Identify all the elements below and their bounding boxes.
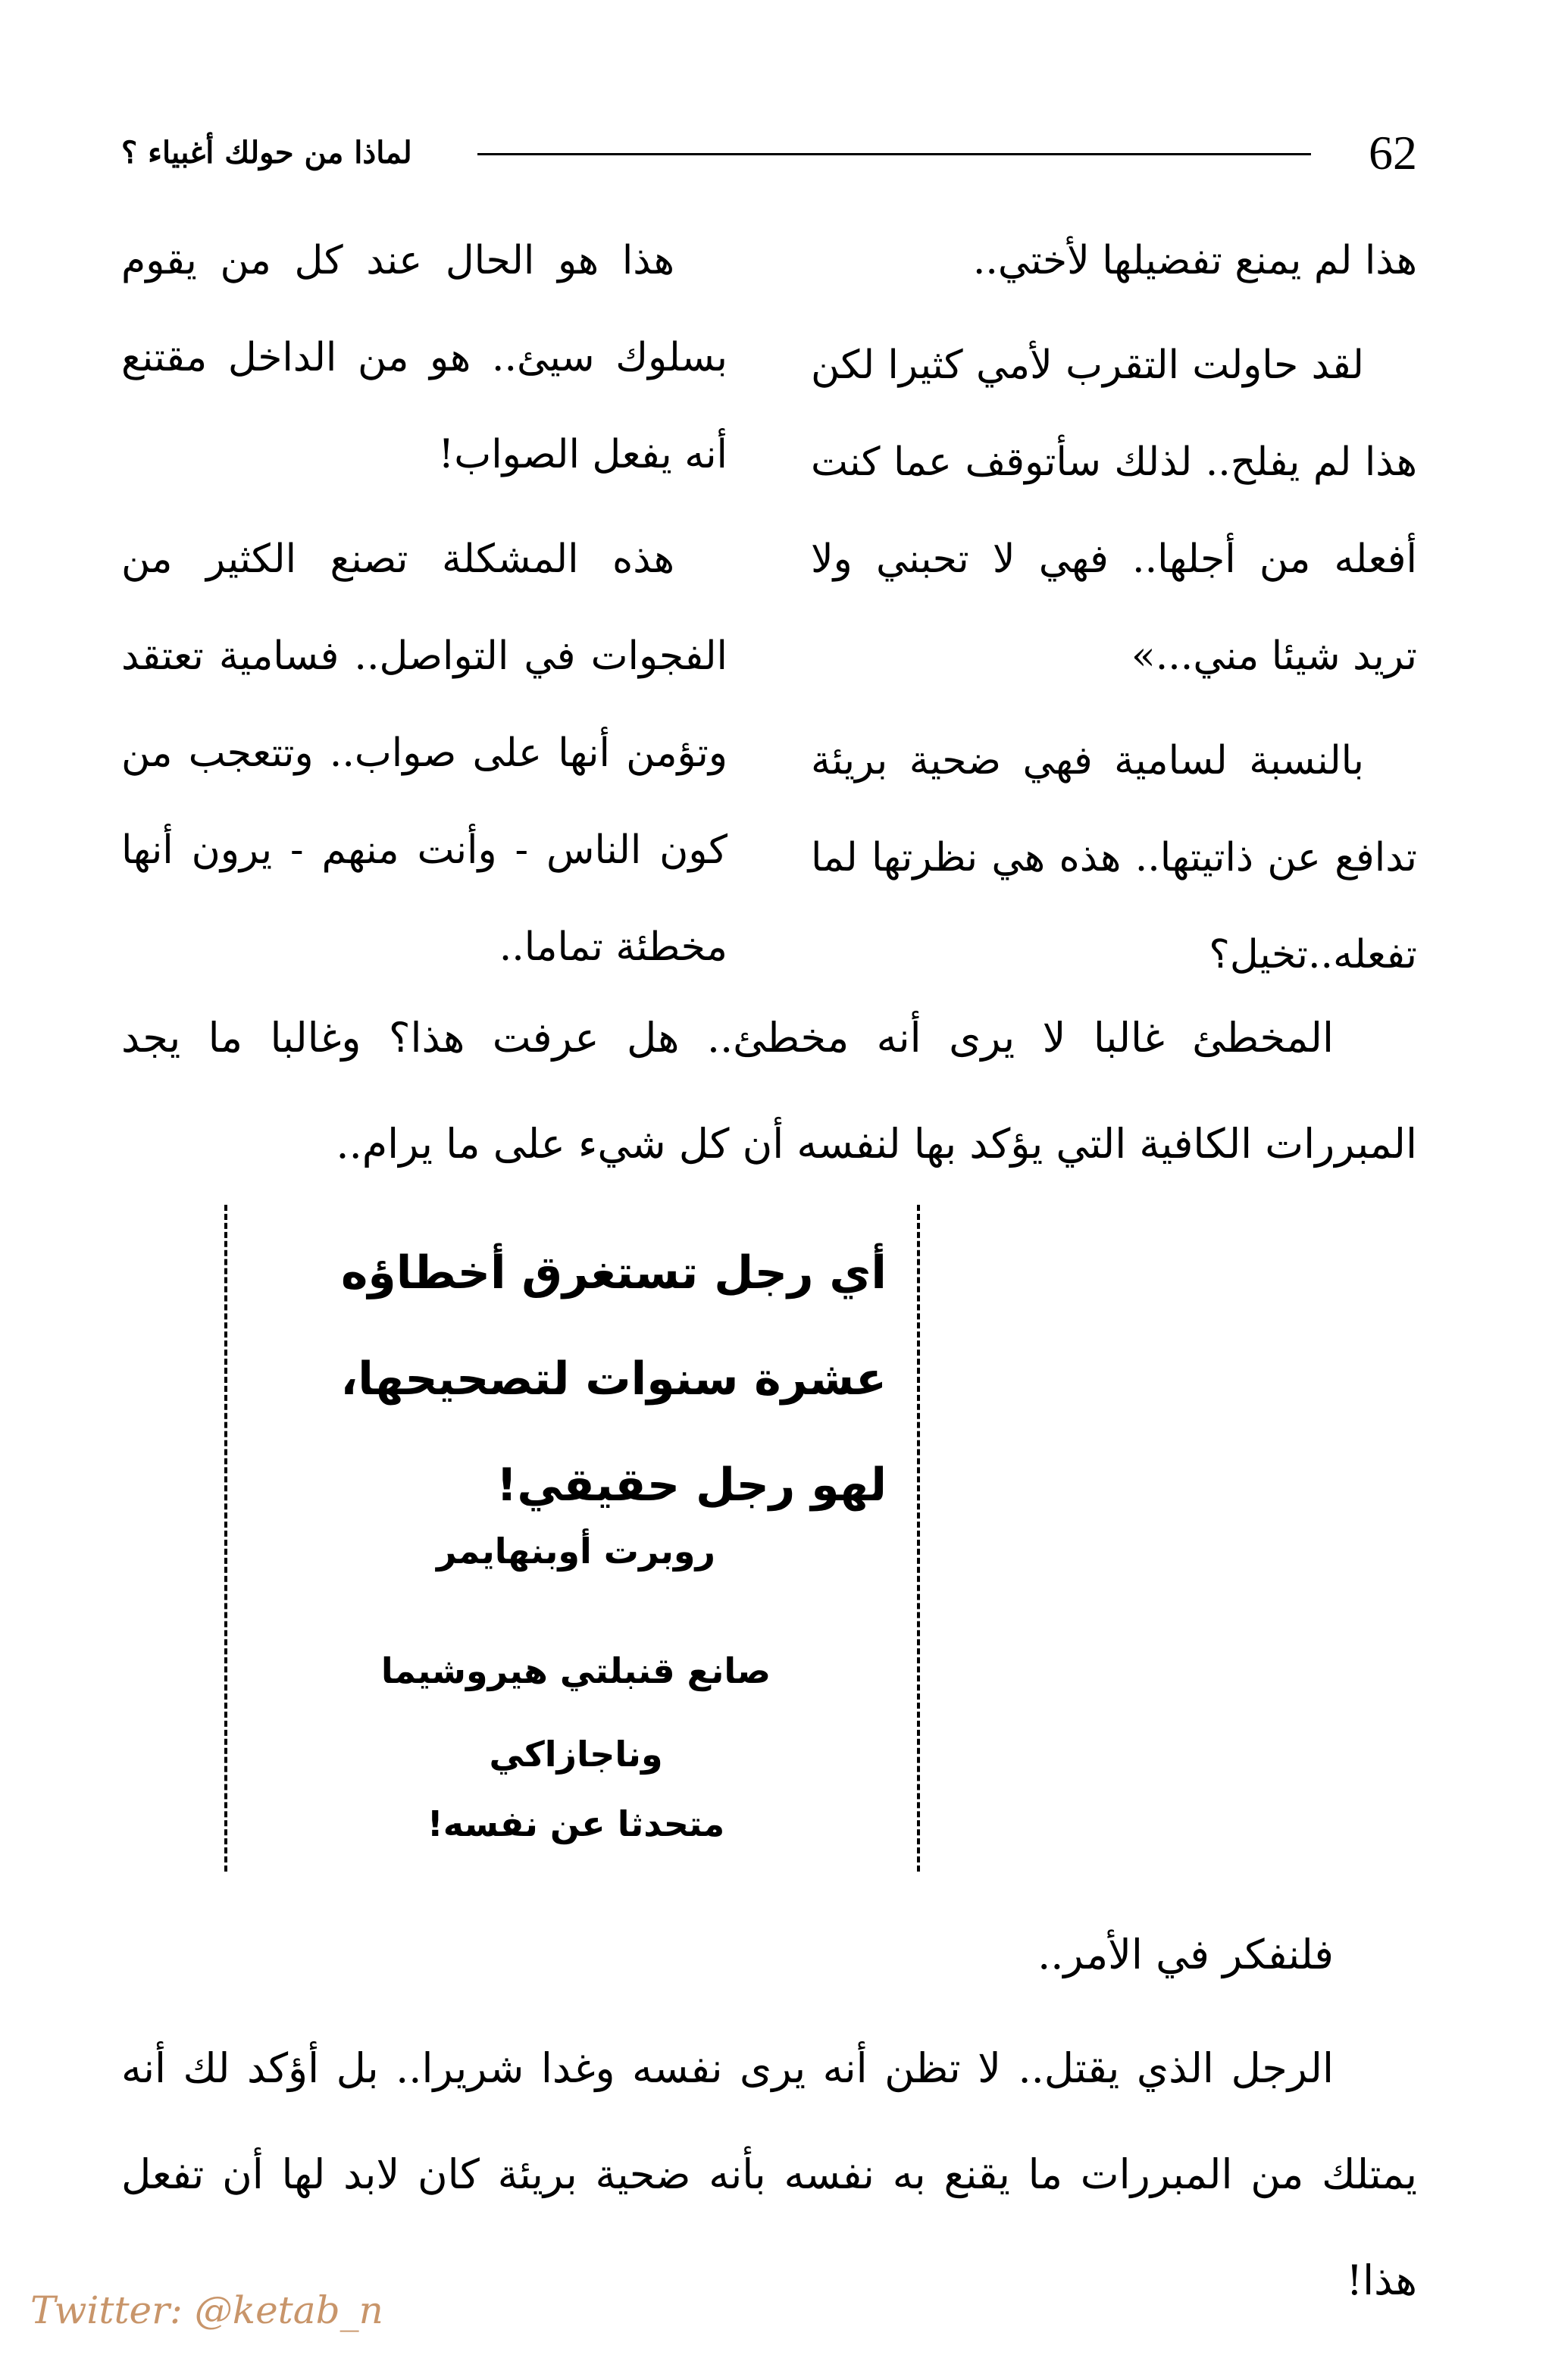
quote-line-3: لهو رجل حقيقي! (496, 1459, 887, 1512)
running-title: لماذا من حولك أغبياء ؟ (121, 135, 412, 170)
left-column (121, 212, 728, 996)
quote-author: روبرت أوبنهايمر (436, 1531, 715, 1572)
quote-box (224, 1205, 920, 1872)
right-paragraph-2: لقد حاولت التقرب لأمي كثيرا لكن هذا لم يفلح.. لذلك سأتوقف عما كنت أفعله من أجلها.. فهي لا تحبني ولا تريد شيئا مني...» (811, 342, 1417, 679)
watermark: Twitter: @ketab_n (30, 2288, 383, 2332)
body-paragraph-1: المخطئ غالبا لا يرى أنه مخطئ.. هل عرفت هذا؟ وغالبا ما يجد المبررات الكافية التي يؤكد بها لنفسه أن كل شيء على ما يرام.. (121, 1014, 1417, 1168)
left-paragraph-2: هذه المشكلة تصنع الكثير من الفجوات في التواصل.. فسامية تعتقد وتؤمن أنها على صواب.. وتتعجب من كون الناس - وأنت منهم - يرون أنها مخطئة تماما.. (121, 536, 728, 970)
body-paragraph-3: الرجل الذي يقتل.. لا تظن أنه يرى نفسه وغدا شريرا.. بل أؤكد لك أنه يمتلك من المبررات ما يقنع به نفسه بأنه ضحية بريئة كان لابد لها أن تفعل هذا! (121, 2044, 1417, 2304)
quote-text (250, 1220, 887, 1538)
page-number: 62 (1369, 126, 1417, 180)
page-header (121, 114, 1417, 189)
quote-line-1: أي رجل تستغرق أخطاؤه (341, 1246, 887, 1299)
quote-context: متحدثا عن نفسه! (427, 1803, 725, 1844)
two-column-section (121, 212, 1417, 985)
quote-line-2: عشرة سنوات لتصحيحها، (340, 1353, 887, 1406)
quote-description-line-1: صانع قنبلتي هيروشيما (380, 1650, 771, 1691)
header-rule (477, 153, 1311, 155)
right-paragraph-1: هذا لم يمنع تفضيلها لأختي.. (972, 238, 1417, 283)
right-column (811, 212, 1417, 1003)
body-paragraph-2: فلنفكر في الأمر.. (1037, 1931, 1334, 1978)
left-paragraph-1: هذا هو الحال عند كل من يقوم بسلوك سيئ.. هو من الداخل مقتنع أنه يفعل الصواب! (121, 238, 728, 477)
quote-description-line-2: وناجازاكي (489, 1734, 663, 1775)
quote-author-description (311, 1629, 841, 1796)
right-paragraph-3: بالنسبة لسامية فهي ضحية بريئة تدافع عن ذاتيتها.. هذه هي نظرتها لما تفعله..تخيل؟ (811, 738, 1417, 977)
